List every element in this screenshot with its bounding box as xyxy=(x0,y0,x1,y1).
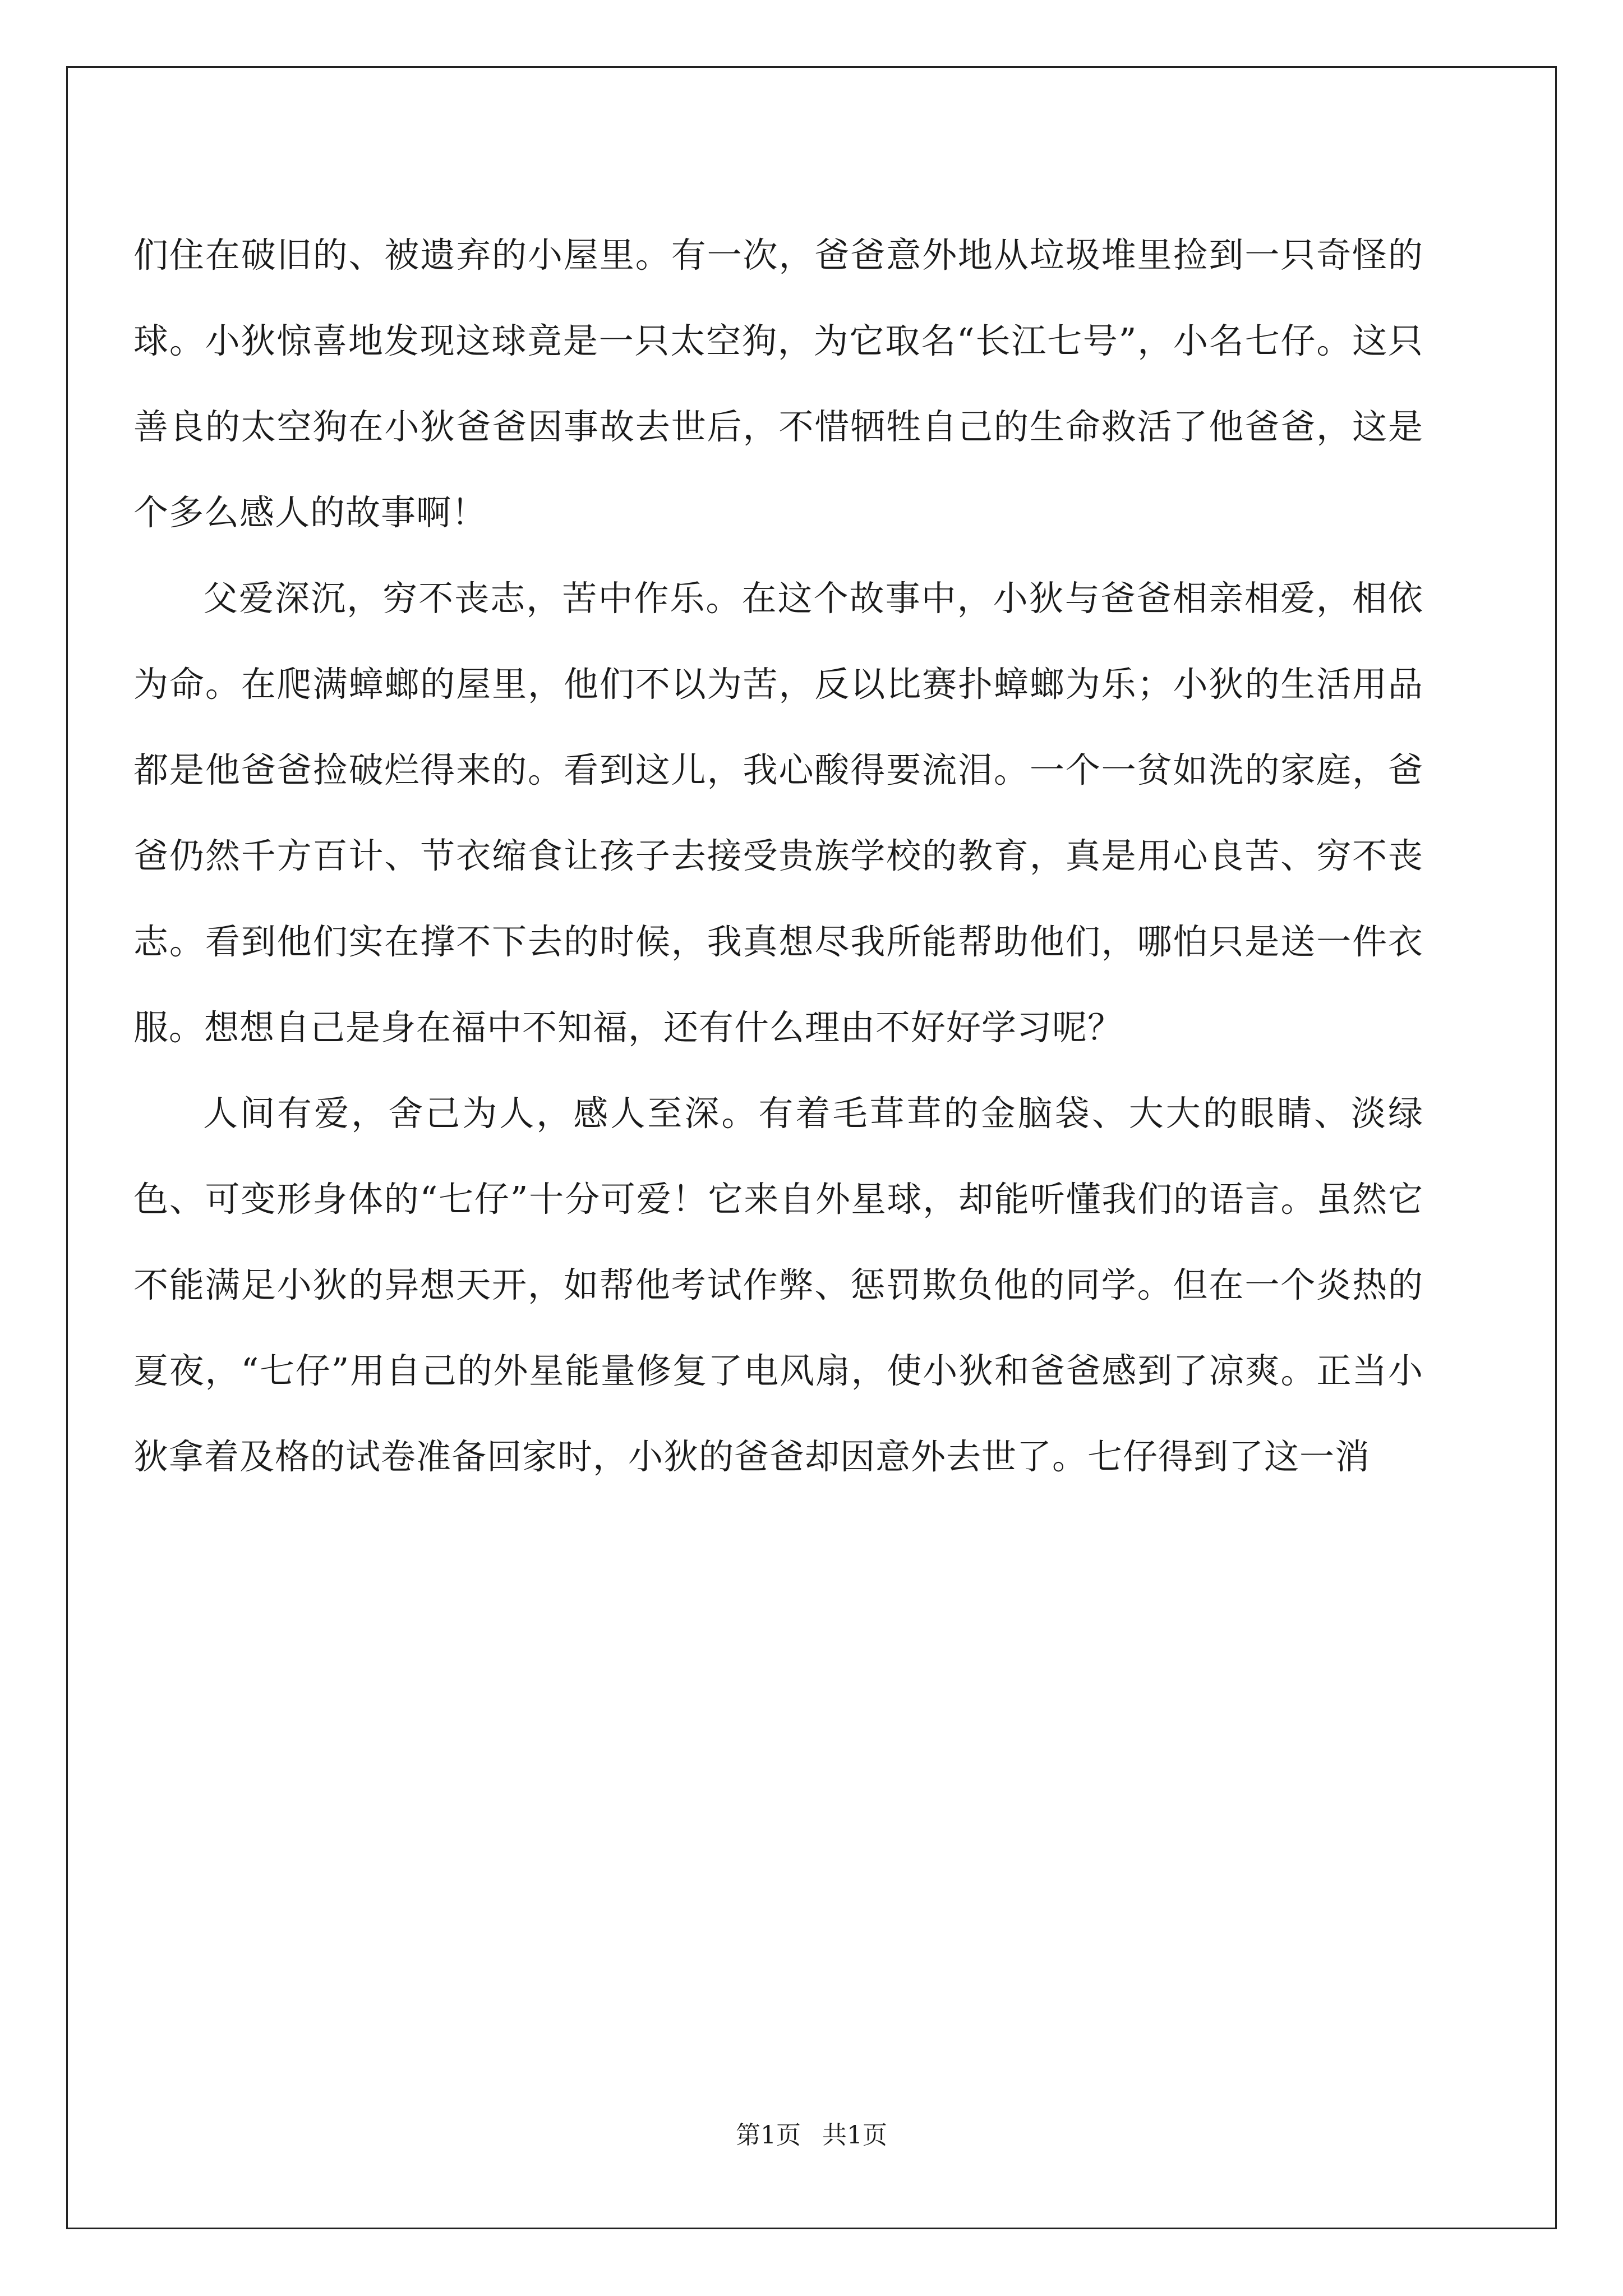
paragraph-3: 人间有爱，舍己为人，感人至深。有着毛茸茸的金脑袋、大大的眼睛、淡绿色、可变形身体的“七仔”十分可爱！它来自外星球，却能听懂我们的语言。虽然它不能满足小狄的异想天开，如帮他考试作弊、惩罚欺负他的同学。但在一个炎热的夏夜，“七仔”用自己的外星能量修复了电风扇，使小狄和爸爸感到了凉爽。正当小狄拿着及格的试卷准备回家时，小狄的爸爸却因意外去世了。七仔得到了这一消 xyxy=(133,1093,1423,1477)
page-number-current: 第1页 xyxy=(736,2121,801,2150)
paragraph-2: 父爱深沉，穷不丧志，苦中作乐。在这个故事中，小狄与爸爸相亲相爱，相依为命。在爬满蟑螂的屋里，他们不以为苦，反以比赛扑蟑螂为乐；小狄的生活用品都是他爸爸捡破烂得来的。看到这儿，我心酸得要流泪。一个一贫如洗的家庭，爸爸仍然千方百计、节衣缩食让孩子去接受贵族学校的教育，真是用心良苦、穷不丧志。看到他们实在撑不下去的时候，我真想尽我所能帮助他们，哪怕只是送一件衣服。想想自己是身在福中不知福，还有什么理由不好好学习呢？ xyxy=(133,578,1423,1048)
page-footer xyxy=(0,2115,1623,2151)
document-body xyxy=(133,212,1423,1499)
paragraph-1: 们住在破旧的、被遗弃的小屋里。有一次，爸爸意外地从垃圾堆里捡到一只奇怪的球。小狄惊喜地发现这球竟是一只太空狗，为它取名“长江七号”，小名七仔。这只善良的太空狗在小狄爸爸因事故去世后，不惜牺牲自己的生命救活了他爸爸，这是个多么感人的故事啊！ xyxy=(133,234,1423,533)
page-number-total: 共1页 xyxy=(822,2121,887,2150)
